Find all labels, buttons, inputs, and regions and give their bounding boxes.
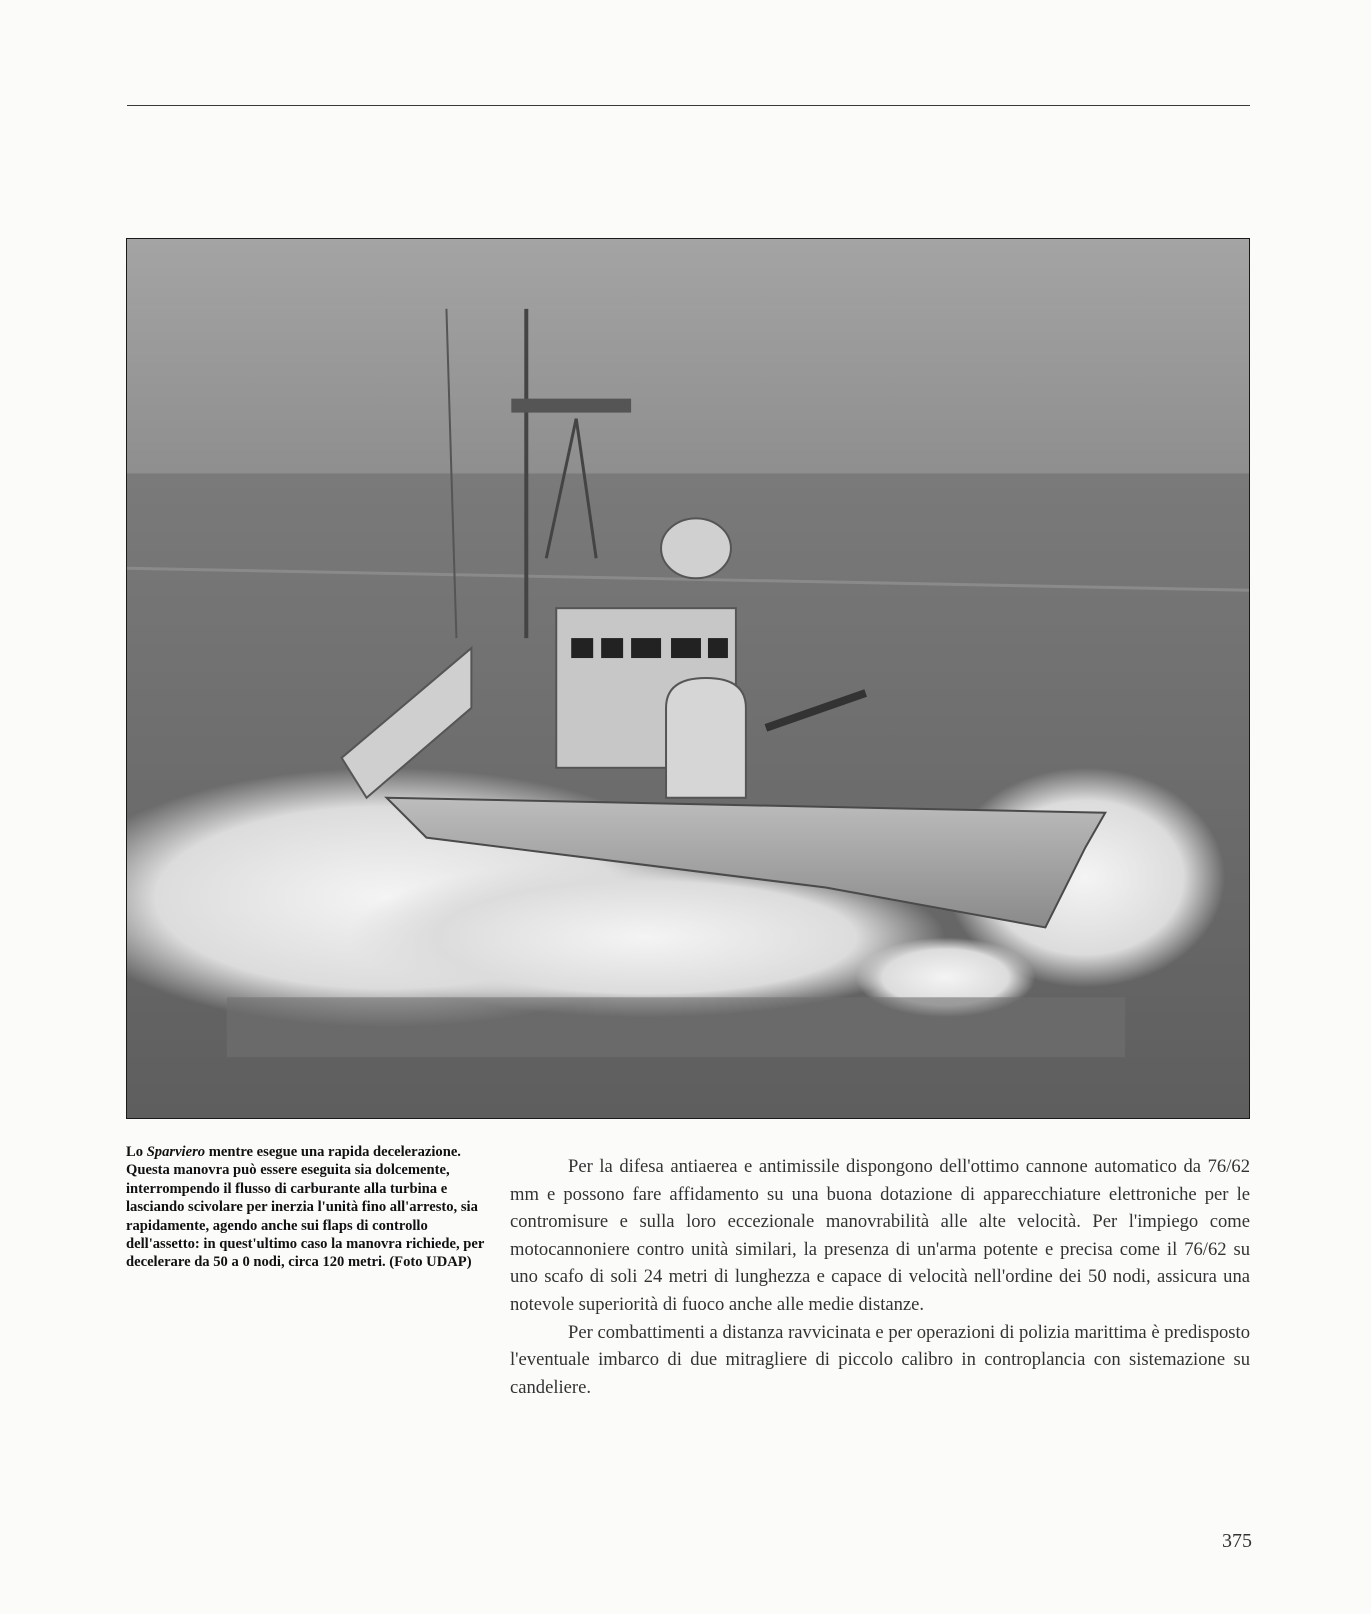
caption-prefix: Lo [126, 1144, 147, 1160]
body-paragraph-2: Per combattimenti a distanza ravvicinata e per operazioni di polizia marittima è predisposto l'eventuale imbarco di due mitragliere di piccolo calibro in controplancia con sistemazione su candeliere. [510, 1321, 1250, 1398]
hydrofoil-illustration [127, 239, 1249, 1118]
caption-ship-name: Sparviero [146, 1144, 206, 1160]
body-paragraph-1: Per la difesa antiaerea e antimissile dispongono dell'ottimo cannone automatico da 76/62 mm e possono fare affidamento su una buona dotazione di apparecchiature elettroniche per le contromisure e sulla loro eccezionale manovrabilità alle alte velocità. Per l'impiego come motocannoniere contro unità similari, la presenza di un'arma potente e precisa come il 76/62 su uno scafo di soli 24 metri di lunghezza e capace di velocità nell'ordine dei 50 nodi, assicura una notevole superiorità di fuoco anche alle medie distanze. [510, 1156, 1250, 1315]
photo-caption [126, 1143, 486, 1272]
hydrofoil-photo [126, 238, 1250, 1119]
top-rule [127, 105, 1250, 106]
body-text [510, 1153, 1250, 1401]
page-number: 375 [1222, 1530, 1252, 1552]
caption-text: mentre esegue una rapida decelerazione. Questa manovra può essere eseguita sia dolcemente, interrompendo il flusso di carburante alla turbina e lasciando scivolare per inerzia l'unità fino all'arresto, sia rapidamente, agendo anche sui flaps di controllo dell'assetto: in quest'ultimo caso la manovra richiede, per decelerare da 50 a 0 nodi, circa 120 metri. (Foto UDAP) [126, 1144, 485, 1271]
